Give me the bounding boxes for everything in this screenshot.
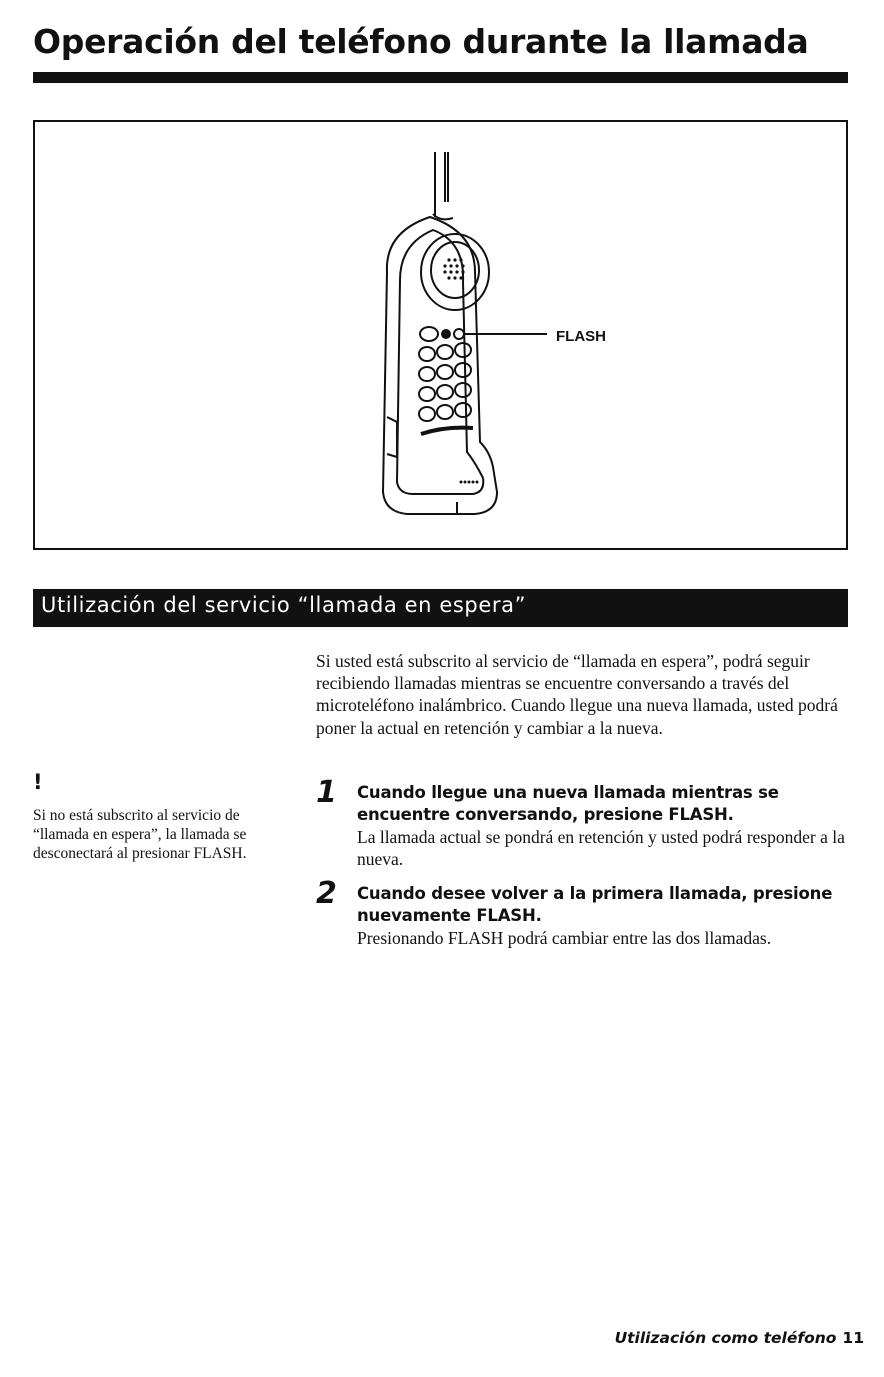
footer-page-number: 11 <box>842 1329 864 1347</box>
step-number: 2 <box>316 876 337 911</box>
cordless-handset-illustration <box>35 122 846 548</box>
footer-section-name: Utilización como teléfono <box>614 1329 837 1347</box>
side-note: Si no está subscrito al servicio de “llamada en espera”, la llamada se desconectará al presionar FLASH. <box>33 807 247 862</box>
step-number: 1 <box>316 775 337 810</box>
step-heading: Cuando desee volver a la primera llamada, presione nuevamente FLASH. <box>357 884 833 925</box>
title-rule <box>33 72 848 83</box>
page-footer <box>615 1329 864 1347</box>
intro-paragraph: Si usted está subscrito al servicio de “llamada en espera”, podrá seguir recibiendo llamadas mientras se encuentre conversando a través del microteléfono inalámbrico. Cuando llegue una nueva llamada, usted podrá poner la actual en retención y cambiar a la nueva. <box>316 651 838 738</box>
figure-box <box>33 120 848 550</box>
flash-callout-label: FLASH <box>556 328 606 345</box>
section-title: Utilización del servicio “llamada en espera” <box>41 593 527 617</box>
step-body: Presionando FLASH podrá cambiar entre las dos llamadas. <box>357 928 772 948</box>
page-title: Operación del teléfono durante la llamada <box>33 22 809 61</box>
step-heading: Cuando llegue una nueva llamada mientras se encuentre conversando, presione FLASH. <box>357 783 779 824</box>
step-body: La llamada actual se pondrá en retención y usted podrá responder a la nueva. <box>357 827 845 870</box>
section-header <box>33 589 848 627</box>
note-icon: ! <box>33 770 43 794</box>
